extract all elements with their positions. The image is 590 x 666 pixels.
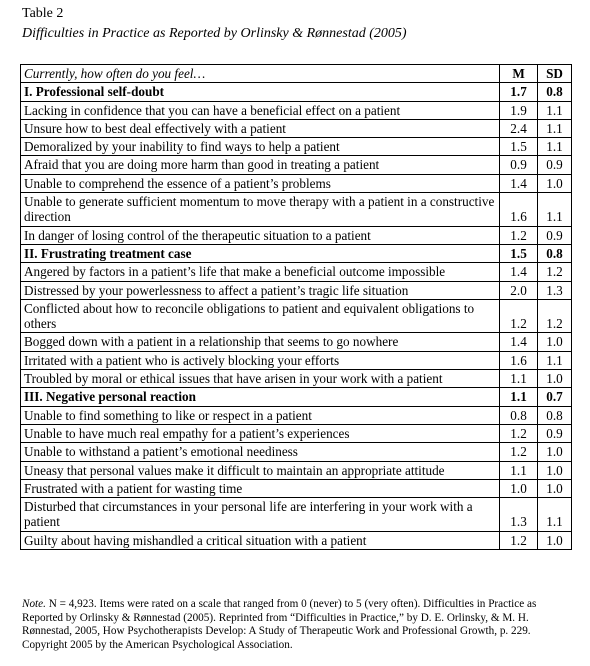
row-mean: 2.4 [500,119,538,137]
row-label: Unable to comprehend the essence of a patient’s problems [21,174,500,192]
note-label: Note. [22,598,46,610]
row-label: Distressed by your powerlessness to affect a patient’s tragic life situation [21,281,500,299]
row-label: In danger of losing control of the therapeutic situation to a patient [21,226,500,244]
row-sd: 1.1 [538,351,572,369]
row-mean: 1.9 [500,101,538,119]
row-label: II. Frustrating treatment case [21,244,500,262]
row-mean: 1.5 [500,244,538,262]
row-mean: 1.3 [500,498,538,532]
row-label: Irritated with a patient who is actively blocking your efforts [21,351,500,369]
row-sd: 1.1 [538,138,572,156]
table-row [21,281,572,299]
row-label: Guilty about having mishandled a critical situation with a patient [21,531,500,549]
row-mean: 1.5 [500,138,538,156]
header-sd: SD [538,65,572,83]
row-mean: 0.8 [500,406,538,424]
table-row [21,424,572,442]
row-mean: 1.2 [500,424,538,442]
row-mean: 1.4 [500,174,538,192]
row-sd: 1.0 [538,370,572,388]
table-row [21,138,572,156]
row-mean: 2.0 [500,281,538,299]
row-label: Bogged down with a patient in a relationship that seems to go nowhere [21,333,500,351]
table-row [21,299,572,333]
table-row [21,156,572,174]
row-sd: 0.9 [538,156,572,174]
table-row [21,226,572,244]
row-mean: 1.1 [500,388,538,406]
row-label: Troubled by moral or ethical issues that have arisen in your work with a patient [21,370,500,388]
table-row [21,479,572,497]
row-mean: 1.2 [500,299,538,333]
row-mean: 1.1 [500,370,538,388]
row-sd: 1.0 [538,531,572,549]
table-title: Difficulties in Practice as Reported by Orlinsky & Rønnestad (2005) [22,26,407,41]
row-mean: 0.9 [500,156,538,174]
row-label: Uneasy that personal values make it difficult to maintain an appropriate attitude [21,461,500,479]
row-sd: 1.1 [538,193,572,227]
row-label: Unsure how to best deal effectively with a patient [21,119,500,137]
section-row [21,83,572,101]
row-sd: 0.8 [538,406,572,424]
row-mean: 1.7 [500,83,538,101]
section-row [21,388,572,406]
row-mean: 1.6 [500,193,538,227]
table-label: Table 2 [22,6,64,21]
table-row [21,461,572,479]
table-row [21,498,572,532]
row-label: I. Professional self-doubt [21,83,500,101]
row-label: Frustrated with a patient for wasting time [21,479,500,497]
row-sd: 1.0 [538,333,572,351]
row-mean: 1.0 [500,479,538,497]
row-label: Lacking in confidence that you can have a beneficial effect on a patient [21,101,500,119]
row-sd: 1.0 [538,461,572,479]
table-row [21,333,572,351]
row-label: Afraid that you are doing more harm than good in treating a patient [21,156,500,174]
table-row [21,351,572,369]
table-row [21,193,572,227]
row-sd: 0.8 [538,244,572,262]
row-label: Unable to withstand a patient’s emotional neediness [21,443,500,461]
row-sd: 1.1 [538,119,572,137]
row-sd: 1.1 [538,498,572,532]
table-row [21,406,572,424]
table-note [22,598,574,652]
row-sd: 1.1 [538,101,572,119]
table-row [21,101,572,119]
header-item: Currently, how often do you feel… [21,65,500,83]
row-label: Demoralized by your inability to find ways to help a patient [21,138,500,156]
row-mean: 1.4 [500,263,538,281]
table-row [21,263,572,281]
row-mean: 1.2 [500,531,538,549]
row-mean: 1.2 [500,226,538,244]
table-row [21,174,572,192]
row-label: Angered by factors in a patient’s life that make a beneficial outcome impossible [21,263,500,281]
table-row [21,531,572,549]
difficulties-table [20,64,572,550]
row-mean: 1.4 [500,333,538,351]
row-sd: 1.0 [538,443,572,461]
table-header-row [21,65,572,83]
row-mean: 1.6 [500,351,538,369]
note-text: N = 4,923. Items were rated on a scale that ranged from 0 (never) to 5 (very often). Difficulties in Practice as Reported by Orlinsky & Rønnestad (2005). Reprinted from “Difficulties in Practice,” by D. E. Orlinsky, & M. H. Rønnestad, 2005, How Psychotherapists Develop: A Study of Therapeutic Work and Professional Growth, p. 229. Copyright 2005 by the American Psychological Association. [22,598,537,651]
header-m: M [500,65,538,83]
row-label: Unable to generate sufficient momentum to move therapy with a patient in a constructive direction [21,193,500,227]
row-sd: 0.8 [538,83,572,101]
row-label: Unable to have much real empathy for a patient’s experiences [21,424,500,442]
table-row [21,443,572,461]
row-sd: 0.9 [538,226,572,244]
row-label: III. Negative personal reaction [21,388,500,406]
row-mean: 1.2 [500,443,538,461]
row-mean: 1.1 [500,461,538,479]
row-label: Conflicted about how to reconcile obligations to patient and equivalent obligations to others [21,299,500,333]
row-sd: 1.0 [538,174,572,192]
row-sd: 0.9 [538,424,572,442]
row-sd: 1.0 [538,479,572,497]
row-label: Disturbed that circumstances in your personal life are interfering in your work with a patient [21,498,500,532]
section-row [21,244,572,262]
row-sd: 1.2 [538,299,572,333]
table-row [21,119,572,137]
row-sd: 0.7 [538,388,572,406]
row-label: Unable to find something to like or respect in a patient [21,406,500,424]
row-sd: 1.2 [538,263,572,281]
row-sd: 1.3 [538,281,572,299]
table-row [21,370,572,388]
